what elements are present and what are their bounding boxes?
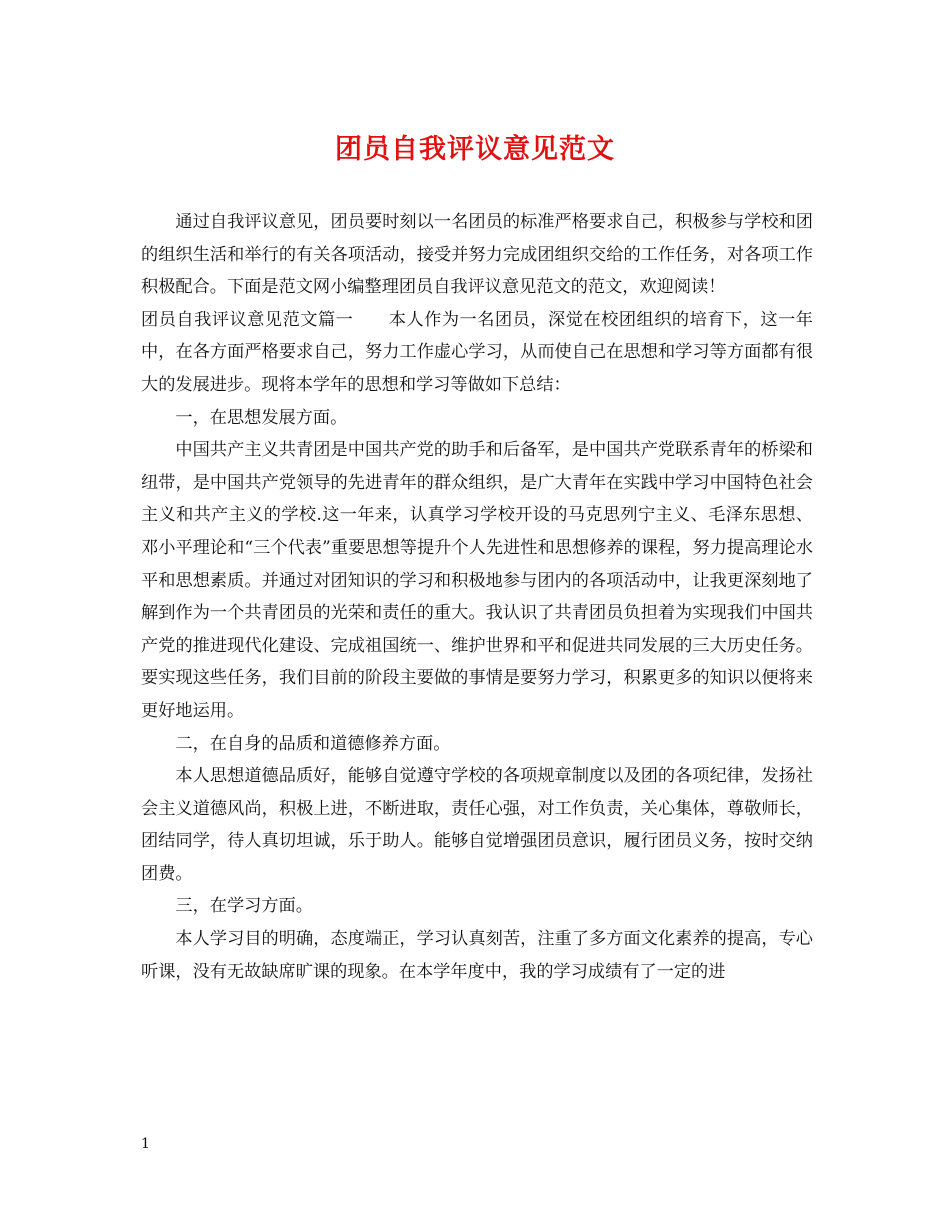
morality-paragraph: 本人思想道德品质好，能够自觉遵守学校的各项规章制度以及团的各项纪律，发扬社会主义道德风尚，积极上进，不断进取，责任心强，对工作负责，关心集体，尊敬师长，团结同学，待人真切坦诚，乐于助人。能够自觉增强团员意识，履行团员义务，按时交纳团费。 [141, 766, 813, 884]
thought-paragraph: 中国共产主义共青团是中国共产党的助手和后备军，是中国共产党联系青年的桥梁和纽带，是中国共产党领导的先进青年的群众组织，是广大青年在实践中学习中国特色社会主义和共产主义的学校.这一年来，认真学习学校开设的马克思列宁主义、毛泽东思想、邓小平理论和“三个代表”重要思想等提升个人先进性和思想修养的课程，努力提高理论水平和思想素质。并通过对团知识的学习和积极地参与团内的各项活动中，让我更深刻地了解到作为一个共青团员的光荣和责任的重大。我认识了共青团员负担着为实现我们中国共产党的推进现代化建设、完成祖国统一、维护世界和平和促进共同发展的三大历史任务。要实现这些任务，我们目前的阶段主要做的事情是要努力学习，积累更多的知识以便将来更好地运用。 [141, 440, 813, 721]
section-heading-study: 三，在学习方面。 [175, 896, 313, 917]
page-number: 1 [141, 1136, 150, 1152]
document-title: 团员自我评议意见范文 [335, 134, 615, 165]
section-heading-morality: 二，在自身的品质和道德修养方面。 [175, 733, 451, 754]
intro-paragraph: 通过自我评议意见，团员要时刻以一名团员的标准严格要求自己，积极参与学校和团的组织生活和举行的有关各项活动，接受并努力完成团组织交给的工作任务，对各项工作积极配合。下面是范文网小编整理团员自我评议意见范文的范文，欢迎阅读！ [141, 212, 813, 298]
document-body [141, 206, 813, 988]
study-paragraph: 本人学习目的明确，态度端正，学习认真刻苦，注重了多方面文化素养的提高，专心听课，没有无故缺席旷课的现象。在本学年度中，我的学习成绩有了一定的进 [141, 929, 813, 982]
essay-one-opening-paragraph: 团员自我评议意见范文篇一 本人作为一名团员，深觉在校团组织的培育下，这一年中，在各方面严格要求自己，努力工作虚心学习，从而使自己在思想和学习等方面都有很大的发展进步。现将本学年的思想和学习等做如下总结： [141, 309, 813, 395]
section-heading-thought: 一，在思想发展方面。 [175, 407, 348, 428]
